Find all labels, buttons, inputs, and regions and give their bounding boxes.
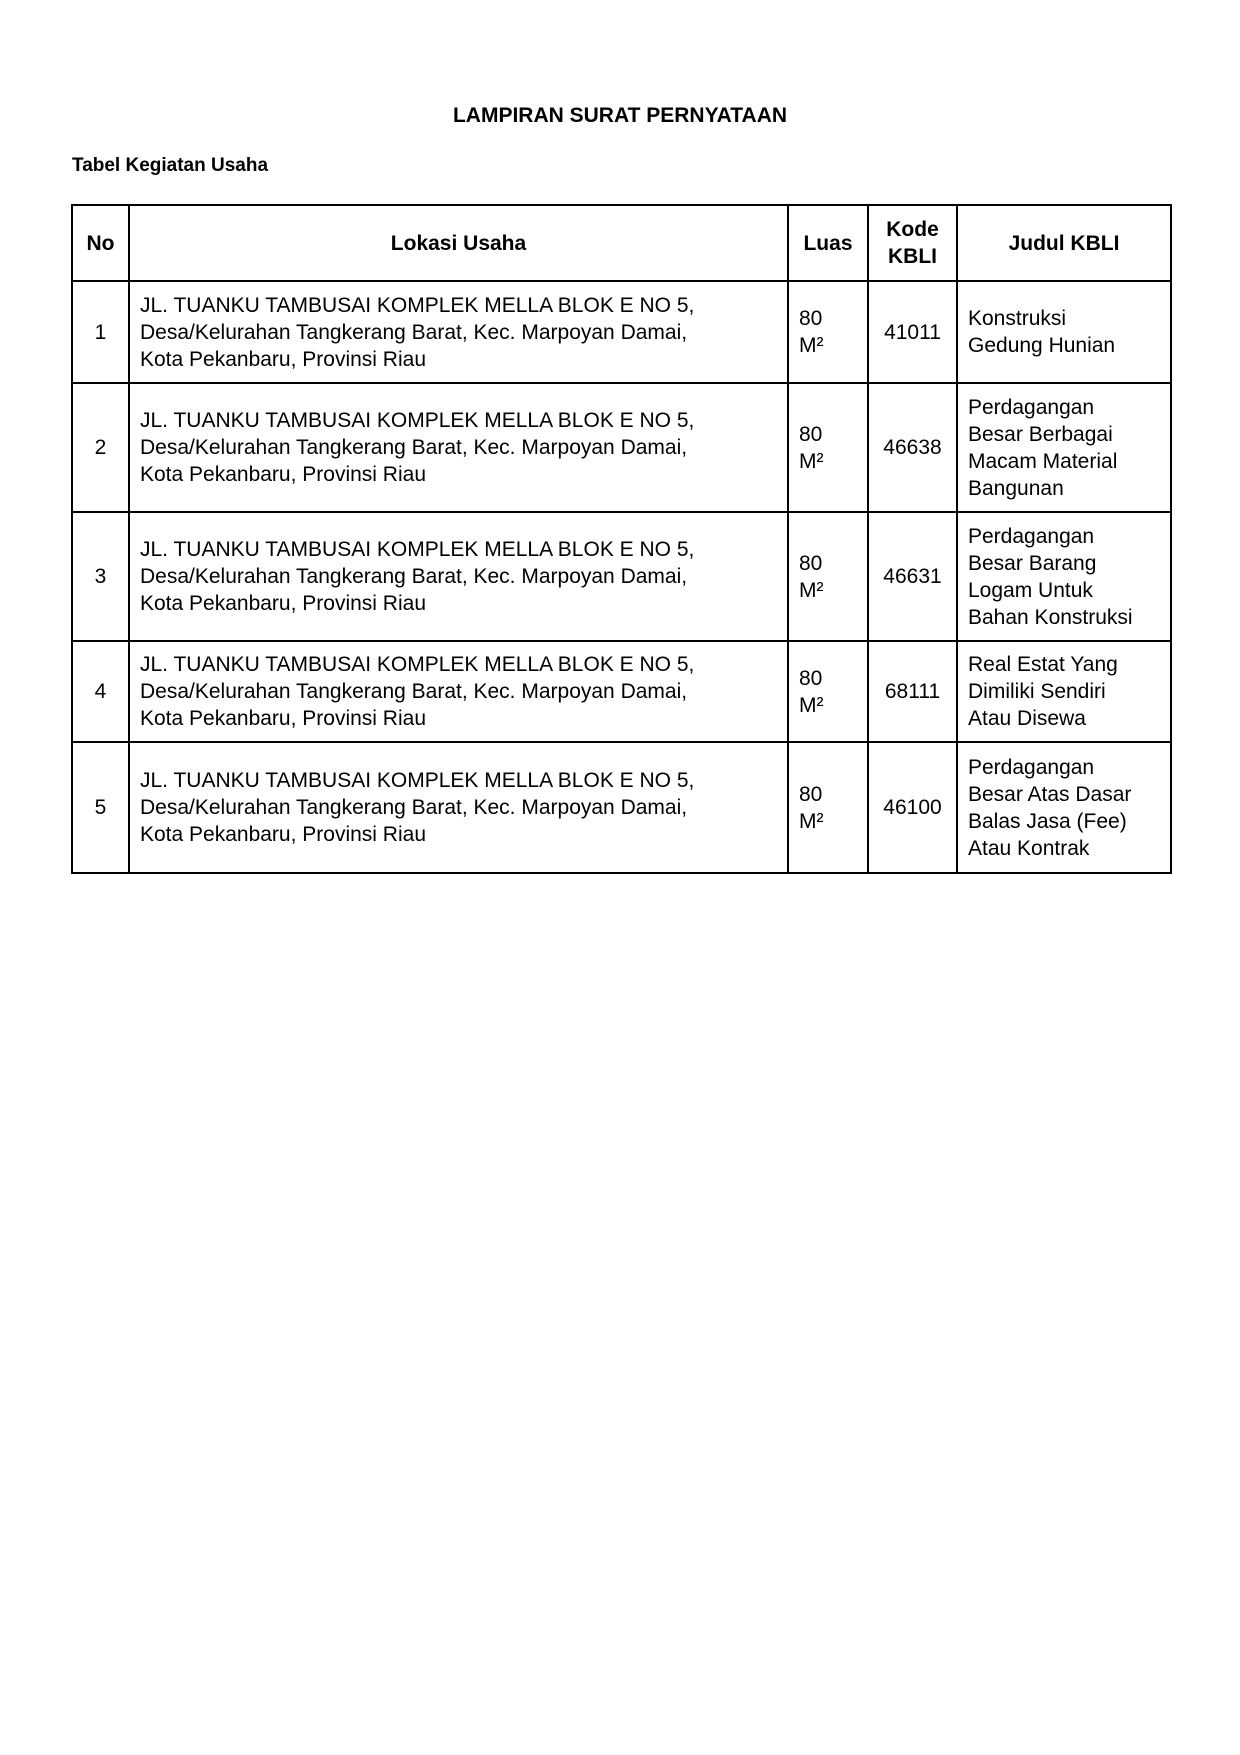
cell-no: 3: [72, 512, 129, 641]
lokasi-line: Desa/Kelurahan Tangkerang Barat, Kec. Marpoyan Damai,: [140, 320, 688, 344]
header-kode-line1: Kode: [886, 218, 939, 241]
header-judul-kbli: Judul KBLI: [957, 205, 1171, 281]
cell-no: 5: [72, 742, 129, 873]
cell-judul-kbli: [957, 383, 1171, 512]
judul-line: Gedung Hunian: [968, 334, 1116, 357]
judul-line: Atau Disewa: [968, 707, 1086, 730]
judul-line: Perdagangan: [968, 524, 1095, 548]
lokasi-line: JL. TUANKU TAMBUSAI KOMPLEK MELLA BLOK E NO 5,: [140, 653, 695, 676]
luas-value: 80: [799, 551, 823, 575]
cell-judul-kbli: [957, 742, 1171, 873]
lokasi-line: Desa/Kelurahan Tangkerang Barat, Kec. Marpoyan Damai,: [140, 796, 688, 819]
judul-line: Besar Berbagai: [968, 422, 1113, 446]
judul-line: Dimiliki Sendiri: [968, 680, 1106, 703]
judul-line: Atau Kontrak: [968, 836, 1090, 860]
luas-unit: M²: [799, 693, 824, 717]
cell-no: 1: [72, 281, 129, 383]
judul-line: Konstruksi: [968, 307, 1067, 330]
lokasi-line: JL. TUANKU TAMBUSAI KOMPLEK MELLA BLOK E NO 5,: [140, 769, 695, 792]
table-row: [72, 383, 1171, 512]
luas-unit: M²: [799, 334, 824, 357]
judul-line: Bahan Konstruksi: [968, 605, 1133, 629]
table-row: [72, 742, 1171, 873]
cell-lokasi-usaha: [129, 383, 788, 512]
lokasi-line: JL. TUANKU TAMBUSAI KOMPLEK MELLA BLOK E NO 5,: [140, 538, 695, 561]
cell-kode-kbli: 46100: [868, 742, 957, 873]
header-no: No: [72, 205, 129, 281]
table-row: [72, 281, 1171, 383]
table-row: [72, 641, 1171, 742]
table-caption: Tabel Kegiatan Usaha: [72, 155, 269, 176]
cell-lokasi-usaha: [129, 641, 788, 742]
lokasi-line: Kota Pekanbaru, Provinsi Riau: [140, 592, 426, 615]
cell-kode-kbli: 41011: [868, 281, 957, 383]
cell-lokasi-usaha: [129, 512, 788, 641]
luas-value: 80: [799, 666, 823, 690]
lokasi-line: Kota Pekanbaru, Provinsi Riau: [140, 347, 426, 371]
table-row: [72, 512, 1171, 641]
document-title: LAMPIRAN SURAT PERNYATAAN: [452, 104, 788, 127]
header-kode-line2: KBLI: [888, 245, 937, 268]
cell-judul-kbli: [957, 281, 1171, 383]
cell-no: 4: [72, 641, 129, 742]
lokasi-line: Kota Pekanbaru, Provinsi Riau: [140, 463, 426, 486]
judul-line: Perdagangan: [968, 755, 1095, 779]
judul-line: Balas Jasa (Fee): [968, 809, 1127, 833]
header-lokasi-usaha: Lokasi Usaha: [129, 205, 788, 281]
cell-judul-kbli: [957, 512, 1171, 641]
luas-unit: M²: [799, 809, 824, 833]
luas-value: 80: [799, 422, 823, 446]
lokasi-line: Kota Pekanbaru, Provinsi Riau: [140, 823, 426, 846]
lokasi-line: Desa/Kelurahan Tangkerang Barat, Kec. Marpoyan Damai,: [140, 436, 688, 459]
cell-luas: [788, 512, 868, 641]
luas-value: 80: [799, 307, 823, 330]
judul-line: Macam Material: [968, 449, 1118, 473]
header-luas: Luas: [788, 205, 868, 281]
table-header-row: [72, 205, 1171, 281]
judul-line: Bangunan: [968, 476, 1064, 500]
judul-line: Besar Barang: [968, 551, 1097, 575]
luas-unit: M²: [799, 449, 824, 473]
cell-luas: [788, 742, 868, 873]
cell-luas: [788, 641, 868, 742]
luas-unit: M²: [799, 578, 824, 602]
judul-line: Besar Atas Dasar: [968, 782, 1132, 806]
cell-kode-kbli: 46638: [868, 383, 957, 512]
cell-kode-kbli: 68111: [868, 641, 957, 742]
cell-no: 2: [72, 383, 129, 512]
judul-line: Real Estat Yang: [968, 653, 1118, 676]
lokasi-line: Desa/Kelurahan Tangkerang Barat, Kec. Marpoyan Damai,: [140, 680, 688, 703]
cell-judul-kbli: [957, 641, 1171, 742]
header-kode-kbli: [868, 205, 957, 281]
cell-luas: [788, 383, 868, 512]
luas-value: 80: [799, 782, 823, 806]
cell-lokasi-usaha: [129, 281, 788, 383]
business-activity-table: [71, 204, 1172, 874]
lokasi-line: Desa/Kelurahan Tangkerang Barat, Kec. Marpoyan Damai,: [140, 565, 688, 588]
judul-line: Logam Untuk: [968, 578, 1093, 602]
cell-kode-kbli: 46631: [868, 512, 957, 641]
lokasi-line: Kota Pekanbaru, Provinsi Riau: [140, 707, 426, 730]
lokasi-line: JL. TUANKU TAMBUSAI KOMPLEK MELLA BLOK E NO 5,: [140, 293, 695, 317]
cell-luas: [788, 281, 868, 383]
lokasi-line: JL. TUANKU TAMBUSAI KOMPLEK MELLA BLOK E NO 5,: [140, 409, 695, 432]
cell-lokasi-usaha: [129, 742, 788, 873]
judul-line: Perdagangan: [968, 395, 1095, 419]
